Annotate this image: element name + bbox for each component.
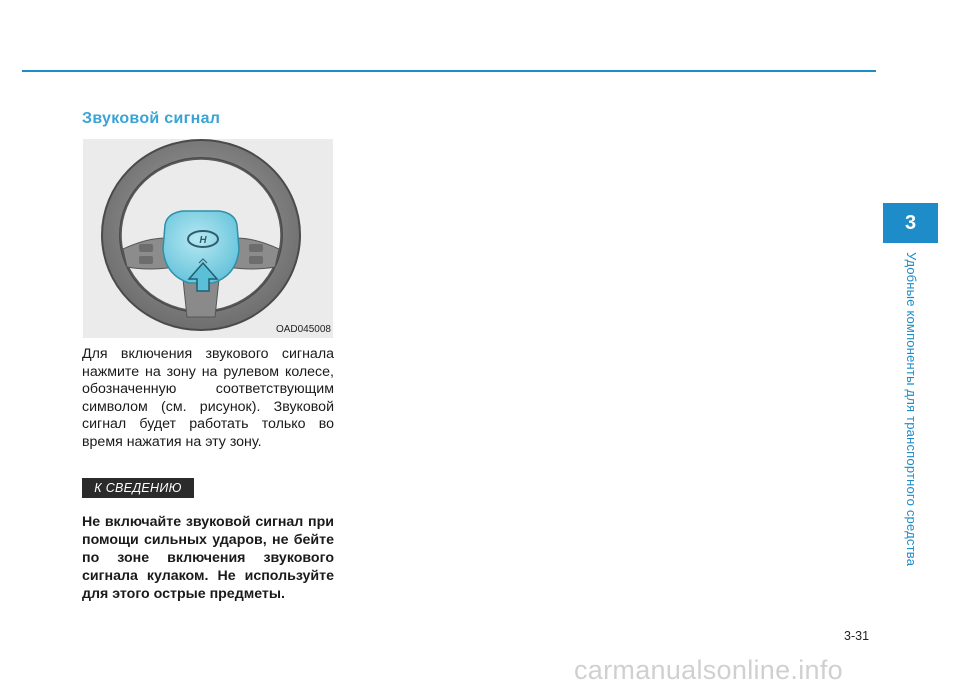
chapter-tab: 3 [883,203,938,243]
body-paragraph: Для включения звукового сигнала нажмите на зону на рулевом колесе, обозначенную соответствующим символом (см. рисунок). Звуковой сигнал будет работать только во время нажатия на эту зону. [82,346,334,450]
steering-wheel-icon [83,139,333,338]
chapter-title: Удобные компоненты для транспортного средства [904,252,919,567]
steering-wheel-figure [83,139,333,338]
page-number: 3-31 [844,629,870,643]
top-divider [22,70,876,72]
figure-code: OAD045008 [275,324,331,335]
watermark: carmanualsonline.info [574,655,843,685]
notice-badge: К СВЕДЕНИЮ [82,478,194,498]
svg-text:H: H [199,235,207,246]
section-title: Звуковой сигнал [82,110,221,127]
notice-paragraph: Не включайте звуковой сигнал при помощи сильных ударов, не бейте по зоне включения звукового сигнала кулаком. Не используйте для этого острые предметы. [82,514,334,602]
